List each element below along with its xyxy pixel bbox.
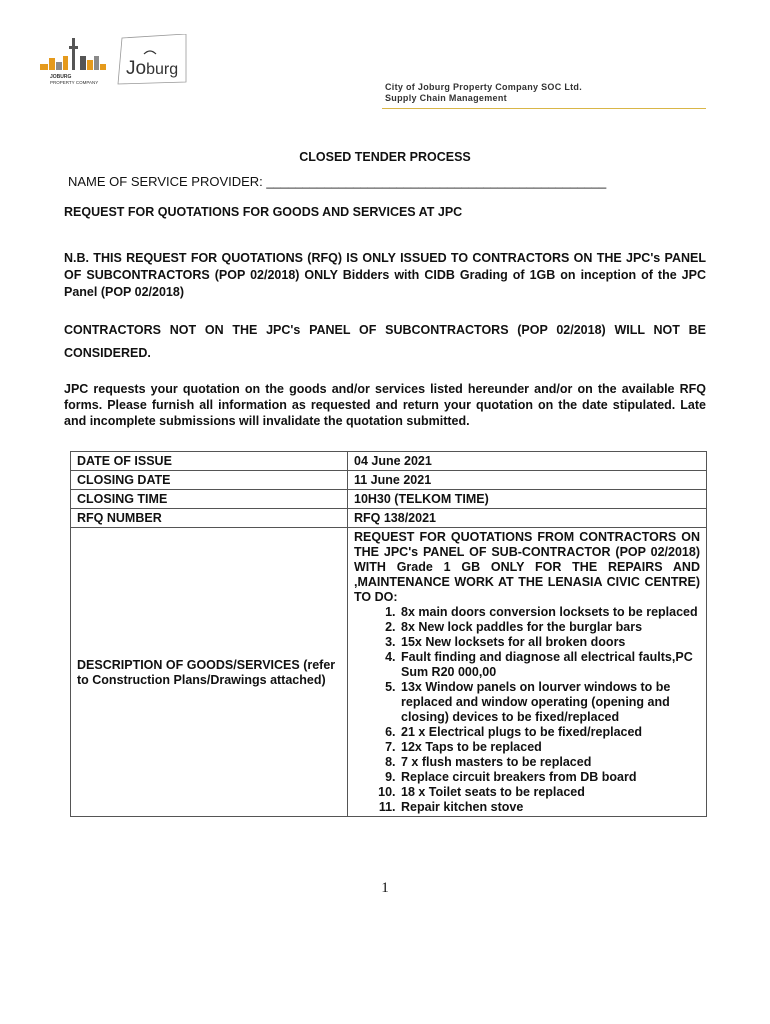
logo-text-joburg-property: JOBURG bbox=[50, 74, 72, 80]
list-item: 10. 18 x Toilet seats to be replaced bbox=[399, 785, 700, 800]
row-value: RFQ 138/2021 bbox=[348, 509, 707, 528]
nb-paragraph: N.B. THIS REQUEST FOR QUOTATIONS (RFQ) IS ONLY ISSUED TO CONTRACTORS ON THE JPC's PANEL OF SUBCONTRACTORS (POP 02/2018) ONLY Bidders with CIDB Grading of 1GB on inception of the JPC Panel (POP 02/2018) bbox=[64, 251, 706, 299]
list-item: 2. 8x New lock paddles for the burglar bars bbox=[399, 620, 700, 635]
svg-text:PROPERTY COMPANY: PROPERTY COMPANY bbox=[50, 80, 99, 85]
list-item: 7. 12x Taps to be replaced bbox=[399, 740, 700, 755]
table-row bbox=[71, 509, 707, 528]
description-label: DESCRIPTION OF GOODS/SERVICES (refer to Construction Plans/Drawings attached) bbox=[71, 528, 348, 817]
document-title: CLOSED TENDER PROCESS bbox=[299, 150, 471, 164]
row-label: DATE OF ISSUE bbox=[71, 452, 348, 471]
list-item: 3. 15x New locksets for all broken doors bbox=[399, 635, 700, 650]
row-label: CLOSING TIME bbox=[71, 490, 348, 509]
logo-area bbox=[36, 34, 206, 90]
rfq-subheading: REQUEST FOR QUOTATIONS FOR GOODS AND SERVICES AT JPC bbox=[64, 205, 463, 219]
description-value bbox=[348, 528, 707, 817]
list-item: 4. Fault finding and diagnose all electrical faults,PC Sum R20 000,00 bbox=[399, 650, 700, 680]
list-item: 6. 21 x Electrical plugs to be fixed/replaced bbox=[399, 725, 700, 740]
jpc-request-paragraph: JPC requests your quotation on the goods and/or services listed hereunder and/or on the available RFQ forms. Please furnish all information as requested and return your quotation on the date stipulated. Late and incomplete submissions will invalidate the quotation submitted. bbox=[64, 382, 706, 428]
row-value: 10H30 (TELKOM TIME) bbox=[348, 490, 707, 509]
row-value: 11 June 2021 bbox=[348, 471, 707, 490]
row-label: RFQ NUMBER bbox=[71, 509, 348, 528]
task-list bbox=[354, 605, 700, 815]
list-item: 1. 8x main doors conversion locksets to be replaced bbox=[399, 605, 700, 620]
table-row-description bbox=[71, 528, 707, 817]
table-row bbox=[71, 490, 707, 509]
description-intro: REQUEST FOR QUOTATIONS FROM CONTRACTORS ON THE JPC's PANEL OF SUB-CONTRACTOR (POP 02/2018) WITH Grade 1 GB ONLY FOR THE REPAIRS AND ,MAINTENANCE WORK AT THE LENASIA CIVIC CENTRE) TO DO: bbox=[354, 530, 700, 604]
row-label: CLOSING DATE bbox=[71, 471, 348, 490]
row-value: 04 June 2021 bbox=[348, 452, 707, 471]
list-item: 9. Replace circuit breakers from DB board bbox=[399, 770, 700, 785]
page-number: 1 bbox=[381, 880, 389, 896]
company-header bbox=[385, 82, 582, 104]
table-row bbox=[71, 452, 707, 471]
header-divider bbox=[382, 108, 706, 109]
list-item: 8. 7 x flush masters to be replaced bbox=[399, 755, 700, 770]
table-row bbox=[71, 471, 707, 490]
logo-text-joburg: Joburg bbox=[126, 58, 179, 79]
joburg-property-logo bbox=[36, 34, 206, 90]
list-item: 11. Repair kitchen stove bbox=[399, 800, 700, 815]
list-item: 5. 13x Window panels on lourver windows to be replaced and window operating (opening and closing) devices to be fixed/replaced bbox=[399, 680, 700, 725]
company-name: City of Joburg Property Company SOC Ltd. bbox=[385, 82, 583, 92]
department-name: Supply Chain Management bbox=[385, 93, 507, 103]
rfq-details-table bbox=[70, 451, 707, 817]
service-provider-line: NAME OF SERVICE PROVIDER: _______________________________________________ bbox=[68, 174, 607, 189]
contractors-paragraph: CONTRACTORS NOT ON THE JPC's PANEL OF SUBCONTRACTORS (POP 02/2018) WILL NOT BE CONSIDERED. bbox=[64, 323, 706, 360]
